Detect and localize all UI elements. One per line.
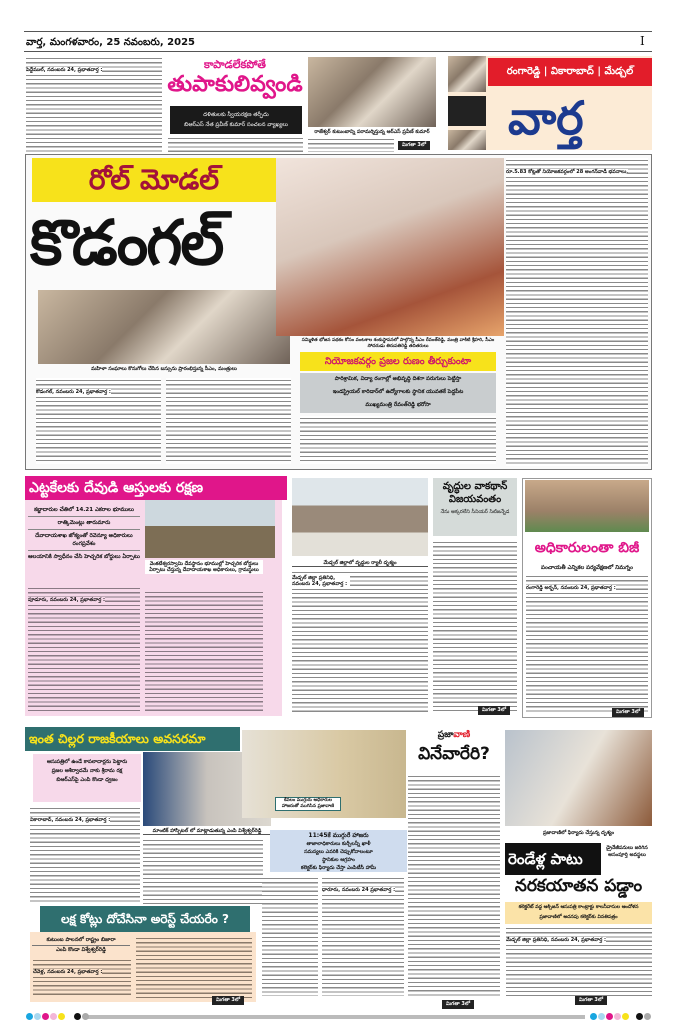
walkathon-photo: [292, 478, 428, 556]
prajavani-text-b: ధారూరు, నవంబరు 24 ప్రభాతవార్త :: [322, 876, 404, 996]
lead-text-right: రూ.5.83 కోట్లతో నియోజకవర్గంలో 28 అంగన్‌వాడీ భవనాలు,: [506, 158, 648, 466]
edition-banner: [448, 56, 652, 150]
officials-sub: పంచాయతీ ఎన్నికల పర్యవేక్షణలో నిమగ్నం: [541, 565, 633, 571]
prajavani-box: 11:45కే ముగ్గురే హాజరు తాజాలాధికారులు కుర్చీలన్నీ ఖాళీ సమస్యలు ఎవరికి చెప్పుకోవాలంటూ స్థానికుల ఆగ్రహం కలెక్టర్‌కు ఫిర్యాదు చేస్తా ఎంపిటీసీ హామీ: [270, 830, 407, 872]
vaartha-logo: వార్త: [508, 91, 584, 145]
walkathon-caption: మేడ్చల్ జిల్లాలో వృద్ధుల ర్యాలీ దృశ్యం: [292, 560, 428, 567]
hell-text: మేడ్చల్ జిల్లా ప్రతినిధి, నవంబరు 24, ప్రభాతవార్త :: [506, 926, 652, 996]
gun-kicker: కాపాడలేకపోతే: [204, 58, 266, 71]
prajavani-text-a: [262, 876, 318, 996]
byline: మిగతా 3లో: [212, 996, 244, 1005]
hell-headline-a: రెండేళ్ల పాటు: [505, 843, 601, 875]
bus-caption: మహిళా సంఘాలు కొనుగోలు చేసిన బస్సును ప్రారంభిస్తున్న సీఎం, మంత్రులు: [91, 366, 237, 372]
hell-side: డ్రైనేజీపనులు జరిగిన అసంపూర్తి అవస్థలు: [606, 845, 648, 858]
prajavani-kicker: ప్రజావాణి: [437, 730, 471, 740]
politics-text-right: [143, 838, 263, 904]
walkathon-headline-box: వృద్ధుల వాకథాన్ విజయవంతం నేను అక్కరలేని సీనియర్ సిటిజన్నేడ: [433, 478, 517, 536]
office-photo: [525, 480, 649, 532]
arrest-text-right: [136, 936, 252, 998]
arrest-headline: లక్ష కోట్లు దోచేసినా అరెస్ట్ చేయరేం ?: [40, 906, 250, 932]
hell-headline-b: నరకయాతన పడ్డాం: [514, 876, 643, 896]
politics-text-left: వికారాబాద్, నవంబరు 24, ప్రభాతవార్త :: [30, 806, 140, 902]
foundation-photo: [276, 158, 504, 336]
temple-caption: వెంకటేశ్వరస్వామి దేవస్థానం భూముల్లో హెచ్చరిక బోర్డులు ఏర్పాటు చేస్తున్న దేవాదాయశాఖ అధికారులు, గ్రామస్థులు: [145, 560, 263, 574]
page-marker: I: [640, 34, 645, 48]
visit-text: [308, 137, 394, 152]
politics-caption: మాంటిక్ హాస్పిటల్ లో మాట్లాడుతున్న ఎంపి విశ్వేశ్వర్‌రెడ్డి: [143, 828, 271, 835]
visit-photo: [308, 57, 436, 127]
officials-headline: అధికారులంతా బిజీ: [534, 540, 640, 556]
complaint-photo: [505, 730, 652, 826]
byline: మిగతా 3లో: [398, 141, 430, 150]
gun-headline: తుపాకులివ్వండి: [167, 72, 303, 97]
visit-caption: రాజేశ్వర్ కుటుంబాన్ని పరామర్శిస్తున్న ఆర్ఎస్ ప్రవీణ్ కుమార్: [314, 129, 430, 135]
temple-headline: ఎట్టకేలకు దేవుడి ఆస్తులకు రక్షణ: [25, 476, 287, 500]
temple-text-left: పూడూరు, నవంబరు 24, ప్రభాతవార్త :: [28, 586, 140, 714]
byline: మిగతా 3లో: [442, 1000, 474, 1009]
foundation-caption: సమ్మిళిత భోజన పథకం కోసం వంటశాల శంకుస్థాపనలో పాల్గొన్న సీఎం రేవంత్‌రెడ్డి, మంత్రి వాకిటి శ్రీహరి, సీఎం సోదరుడు తిరుపతిరెడ్డి తదితరులు: [301, 338, 495, 349]
lead-kicker: రోల్ మోడల్: [32, 158, 276, 202]
politics-headline: ఇంత చిల్లర రాజకీయాలు అవసరమా: [25, 727, 240, 751]
temple-text-right: [145, 590, 263, 714]
byline: మిగతా 3లో: [575, 996, 607, 1005]
edition-districts: రంగారెడ్డి | వికారాబాద్ | మేడ్చల్: [488, 58, 652, 86]
prajavani-caption: కేవలం ముగ్గురు అధికారుల హాజరుతో ముగిసిన ప్రజావాణి: [275, 797, 341, 811]
temple-subheads: కబ్జాదారుల చేతిలో 14.21 ఎకరాల భూములు రాత్కిమెంట్లు తారుమారు దేవాదాయశాఖ జోక్యంతో రెవెన్యూ అధికారులు రంగప్రవేశం ఆలయానికి స్వాధీనం చేసి హెచ్చరిక బోర్డులు ఏర్పాటు: [28, 507, 140, 560]
lead-text-mid: [166, 378, 291, 464]
masthead-date: వార్త, మంగళవారం, 25 నవంబరు, 2025: [26, 37, 195, 48]
lead-headline: కొడంగల్: [30, 206, 223, 279]
lead-deck: పారిశ్రామిక, విద్యా రంగాల్లో అభివృద్ధి దిశగా పరుగులు పెట్టిస్తా ఇండస్ట్రియల్ కారిడార్‌లో ఉద్యోగాలకు స్థానిక యువతకే పెద్దపీట ముఖ్యమంత్రి రేవంత్‌రెడ్డి భరోసా: [300, 373, 496, 413]
complaint-caption: ప్రజావాణిలో ఫిర్యాదు చేస్తున్న దృశ్యం: [542, 830, 614, 836]
officials-text: రంగారెడ్డి అర్బన్, నవంబరు 24, ప్రభాతవార్త :: [526, 574, 648, 712]
gun-deck: దళితులకు స్వీయరక్షణ తర్ఫీదు బిఆర్ఎస్ నేత ప్రవీణ్ కుమార్ సంచలన వ్యాఖ్యలు: [170, 106, 302, 134]
politics-subs: ఆసుపత్రిలో ఉండే కాపలాదార్లను పెట్టారు ప్రజల ఆశీర్వాదమే నాకు శ్రీరామ రక్ష బిఆర్ఎస్‌పై ఎంపి కొండా ధ్వజం: [33, 754, 141, 802]
hell-band: కలెక్టరేట్ వద్ద ఆక్సిజన్ ఆసుపత్రి కాంట్రాక్టు కాలనీవాసుల ఆందోళన ప్రజావాణిలో అదనపు కలెక్టర్‌కు వినతిపత్రం: [505, 902, 652, 924]
gun-text: [168, 136, 303, 152]
byline: మిగతా 3లో: [612, 708, 644, 717]
arrest-subs: కుటుంబ పాలనలో రాష్ట్రం బిజారా ఎంపి కొండా విశ్వేశ్వర్‌రెడ్డి: [32, 936, 130, 955]
walkathon-text-2: [433, 540, 517, 712]
byline: మిగతా 3లో: [478, 706, 510, 715]
top-story-text: పెద్దేముల్, నవంబరు 24, ప్రభాతవార్త :: [26, 56, 162, 152]
lead-text-bottom: [300, 416, 496, 464]
bus-photo: [38, 290, 290, 364]
prajavani-headline: వినేవారేరి?: [418, 744, 490, 764]
temple-photo: [145, 500, 275, 558]
lead-text-left: కొడంగల్, నవంబరు 24, ప్రభాతవార్త :: [36, 378, 161, 464]
walkathon-text: మేడ్చల్ జిల్లా ప్రతినిధి, నవంబరు 24, ప్రభాతవార్త :: [292, 570, 428, 714]
prajavani-text: [408, 774, 500, 996]
lead-sub-headline: నియోజకవర్గం ప్రజల రుణం తీర్చుకుంటా: [300, 352, 496, 371]
arrest-text-left: చేవెళ్ల, నవంబరు 24, ప్రభాతవార్త :: [33, 958, 131, 998]
registration-bar: [85, 1015, 585, 1019]
